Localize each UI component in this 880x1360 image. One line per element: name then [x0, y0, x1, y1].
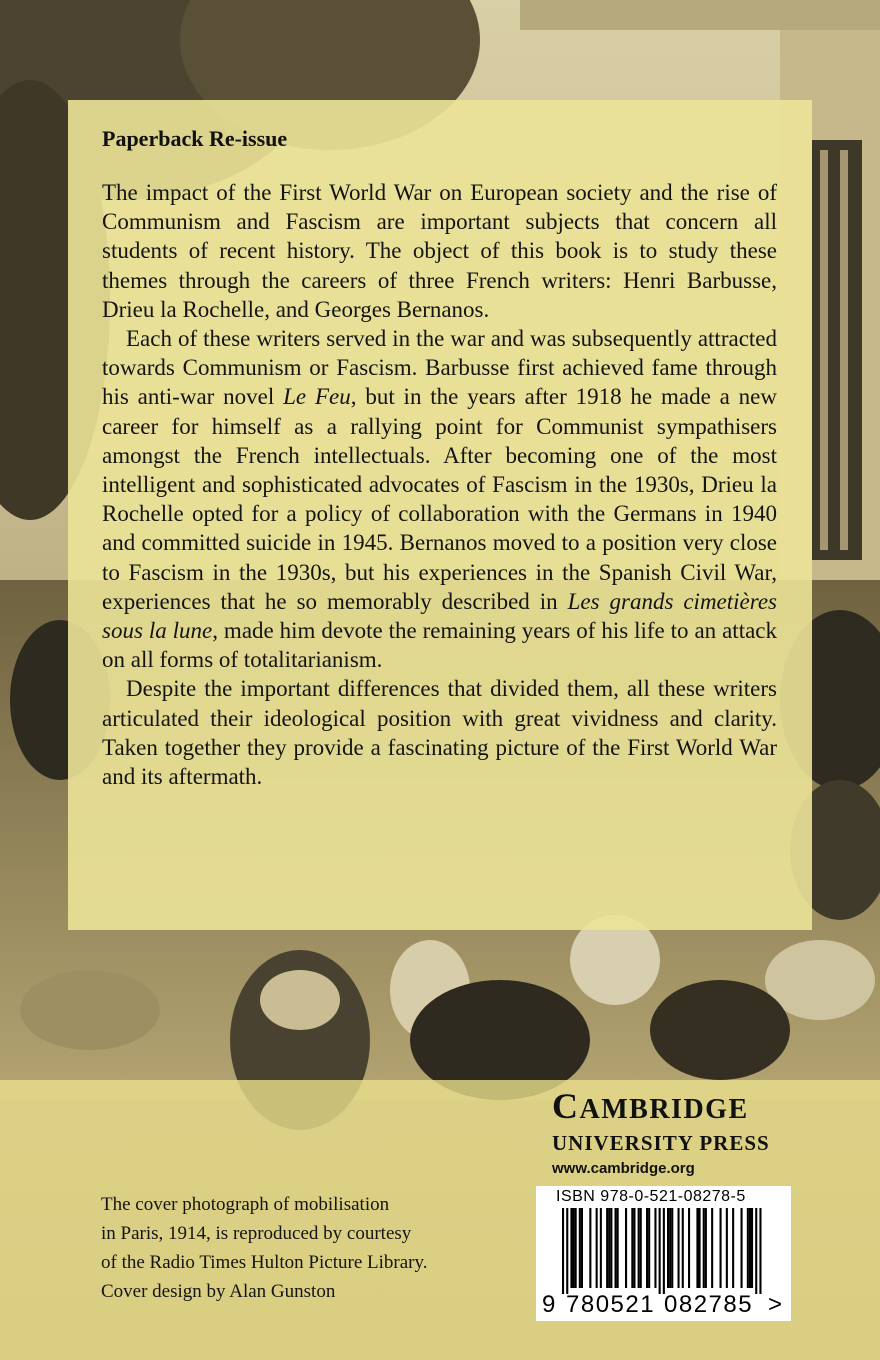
- barcode-bar: [703, 1208, 705, 1288]
- barcode-digits-right: 082785: [664, 1291, 754, 1318]
- barcode-bar: [573, 1208, 575, 1288]
- barcode-bar: [608, 1208, 610, 1288]
- barcode-bar: [711, 1208, 713, 1288]
- credit-line-2: in Paris, 1914, is reproduced by courtesy: [101, 1223, 412, 1244]
- blurb-paragraph-3: Despite the important differences that divided them, all these writers articulated their ideological position with great vividness and clarity. Taken together they provide a fascinating picture of the First World War and its aftermath.: [102, 676, 777, 790]
- barcode-bar: [579, 1208, 581, 1288]
- barcode-bar: [638, 1208, 640, 1288]
- blurb-paragraph-1: The impact of the First World War on European society and the rise of Communism and Fascism are important subjects that concern all students of recent history. The object of this book is to study these themes through the careers of three French writers: Henri Barbusse, Drieu la Rochelle, and Georges Bernanos.: [102, 180, 777, 322]
- barcode-bar: [741, 1208, 743, 1288]
- barcode-bars: [536, 1208, 791, 1294]
- isbn-label: ISBN 978-0-521-08278-5: [556, 1188, 746, 1205]
- barcode-bar: [610, 1208, 612, 1288]
- blurb-paragraph-2: [102, 324, 777, 674]
- barcode-digits: [536, 1291, 791, 1319]
- barcode-bar: [751, 1208, 753, 1288]
- barcode-bar: [663, 1208, 665, 1294]
- publisher-logo: [552, 1088, 802, 1177]
- isbn-barcode: [536, 1186, 791, 1321]
- barcode-bar: [575, 1208, 577, 1288]
- publisher-name: [552, 1088, 802, 1128]
- barcode-bar: [566, 1208, 568, 1294]
- barcode-quiet-marker: >: [768, 1291, 783, 1318]
- barcode-bar: [648, 1208, 650, 1288]
- barcode-bar: [667, 1208, 669, 1288]
- credit-line-1: The cover photograph of mobilisation: [101, 1194, 390, 1215]
- barcode-bar: [615, 1208, 617, 1288]
- credit-line-4: Cover design by Alan Gunston: [101, 1281, 336, 1302]
- blurb-panel: [68, 100, 812, 930]
- barcode-bar: [646, 1208, 648, 1288]
- barcode-digit-first: 9: [542, 1291, 556, 1318]
- title-les-grands-cimetieres: Les grands cimetières sous la lune: [102, 588, 778, 644]
- barcode-bar: [747, 1208, 749, 1288]
- barcode-bar: [705, 1208, 707, 1288]
- blurb-heading: Paperback Re-issue: [102, 126, 288, 151]
- barcode-bar: [589, 1208, 591, 1288]
- paragraph-2-text-b: , but in the years after 1918 he made a new career for himself as a rallying point for Communist sympathisers amongst the French intellectuals. After becoming one of the most intelligent and sophisticated advocates of Fascism in the 1930s, Drieu la Rochelle opted for a policy of collaboration with the Germans in 1940 and committed suicide in 1945. Bernanos moved to a position very close to Fascism in the 1930s, but his experiences in the Spanish Civil War, experiences that he so memorably described in: [102, 384, 777, 614]
- paragraph-2-text-c: , made him devote the remaining years of his life to an attack on all forms of totalitarianism.: [102, 618, 778, 673]
- barcode-bar: [678, 1208, 680, 1288]
- barcode-bar: [688, 1208, 690, 1288]
- paragraph-2-text-a: Each of these writers served in the war and was subsequently attracted towards Communism or Fascism. Barbusse first achieved fame through his anti-war novel: [102, 326, 777, 410]
- barcode-bar: [720, 1208, 722, 1288]
- barcode-bar: [669, 1208, 671, 1288]
- barcode-bar: [671, 1208, 673, 1288]
- barcode-bar: [699, 1208, 701, 1288]
- barcode-bar: [654, 1208, 656, 1288]
- barcode-bar: [562, 1208, 564, 1294]
- barcode-bar: [631, 1208, 633, 1288]
- publisher-url: www.cambridge.org: [552, 1160, 695, 1177]
- barcode-bar: [633, 1208, 635, 1288]
- barcode-bar: [732, 1208, 734, 1288]
- barcode-bar: [755, 1208, 757, 1294]
- barcode-digits-left: 780521: [566, 1291, 656, 1318]
- barcode-bar: [759, 1208, 761, 1294]
- barcode-bar: [682, 1208, 684, 1288]
- publisher-name-rest: AMBRIDGE: [579, 1094, 749, 1125]
- publisher-name-initial: C: [552, 1086, 580, 1126]
- barcode-bar: [596, 1208, 598, 1288]
- barcode-bar: [696, 1208, 698, 1288]
- barcode-bar: [640, 1208, 642, 1288]
- credit-line-3: of the Radio Times Hulton Picture Library.: [101, 1252, 428, 1273]
- barcode-bar: [726, 1208, 728, 1288]
- title-le-feu: Le Feu: [283, 384, 351, 410]
- barcode-bar: [625, 1208, 627, 1288]
- barcode-bar: [749, 1208, 751, 1288]
- barcode-bar: [581, 1208, 583, 1288]
- barcode-bar: [600, 1208, 602, 1288]
- barcode-bar: [606, 1208, 608, 1288]
- barcode-bar: [617, 1208, 619, 1288]
- barcode-bar: [659, 1208, 661, 1294]
- barcode-bar: [570, 1208, 572, 1288]
- publisher-press: UNIVERSITY PRESS: [552, 1131, 770, 1155]
- cover-credit: [101, 1190, 481, 1306]
